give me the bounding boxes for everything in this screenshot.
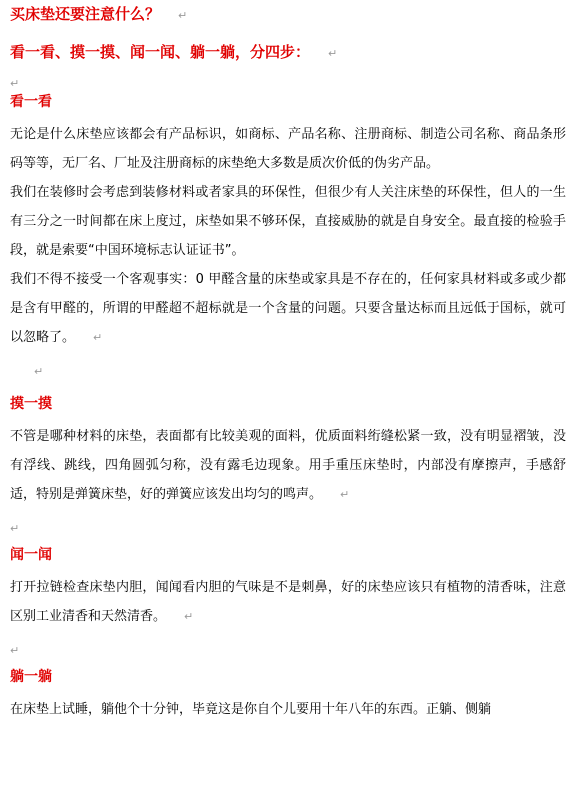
paragraph-mark-icon: ↵ — [10, 644, 20, 657]
paragraph-text: 打开拉链检查床垫内胆，闻闻看内胆的气味是不是刺鼻，好的床垫应该只有植物的清香味，注意区别工业清香和天然清香。 — [10, 580, 566, 624]
empty-line — [10, 72, 566, 92]
paragraph-mark-icon: ↵ — [184, 610, 194, 623]
paragraph-mark-icon: ↵ — [340, 488, 350, 501]
paragraph-mark-icon: ↵ — [10, 77, 20, 90]
paragraph: 无论是什么床垫应该都会有产品标识，如商标、产品名称、注册商标、制造公司名称、商品条形码等等，无厂名、厂址及注册商标的床垫绝大多数是质次价低的伪劣产品。 — [10, 127, 566, 171]
section-heading-look: 看一看 — [10, 94, 52, 110]
empty-line — [10, 517, 566, 537]
empty-line — [10, 639, 566, 659]
paragraph: 在床垫上试睡，躺他个十分钟，毕竟这是你自个儿要用十年八年的东西。正躺、侧躺 — [10, 702, 492, 717]
section-heading-touch: 摸一摸 — [10, 396, 52, 412]
subtitle-text: 看一看、摸一摸、闻一闻、躺一躺，分四步： — [10, 43, 311, 61]
section-heading-smell: 闻一闻 — [10, 547, 52, 563]
paragraph — [10, 573, 566, 631]
paragraph: 我们在装修时会考虑到装修材料或者家具的环保性，但很少有人关注床垫的环保性，但人的一生有三分之一时间都在床上度过，床垫如果不够环保，直接威胁的就是自身安全。最直接的检验手段，就是索要“中国环境标志认证证书”。 — [10, 185, 566, 258]
empty-line — [10, 360, 566, 380]
document-title — [10, 4, 566, 26]
title-text: 买床垫还要注意什么？ — [10, 5, 161, 23]
paragraph-text: 不管是哪种材料的床垫，表面都有比较美观的面料，优质面料绗缝松紧一致，没有明显褶皱，没有浮线、跳线，四角圆弧匀称，没有露毛边现象。用手重压床垫时，内部没有摩擦声，手感舒适，特别是弹簧床垫，好的弹簧应该发出均匀的鸣声。 — [10, 429, 566, 502]
paragraph-mark-icon: ↵ — [178, 9, 188, 22]
paragraph-mark-icon: ↵ — [34, 365, 44, 378]
paragraph-mark-icon: ↵ — [328, 47, 338, 60]
paragraph-text: 我们不得不接受一个客观事实：0 甲醛含量的床垫或家具是不存在的，任何家具材料或多或少都是含有甲醛的，所谓的甲醛超不超标就是一个含量的问题。只要含量达标而且远低于国标，就可以忽略了。 — [10, 272, 566, 345]
paragraph-mark-icon: ↵ — [93, 331, 103, 344]
section-heading-lie: 躺一躺 — [10, 669, 52, 685]
document-subtitle — [10, 42, 566, 64]
paragraph — [10, 265, 566, 352]
paragraph — [10, 422, 566, 509]
paragraph-mark-icon: ↵ — [10, 522, 20, 535]
